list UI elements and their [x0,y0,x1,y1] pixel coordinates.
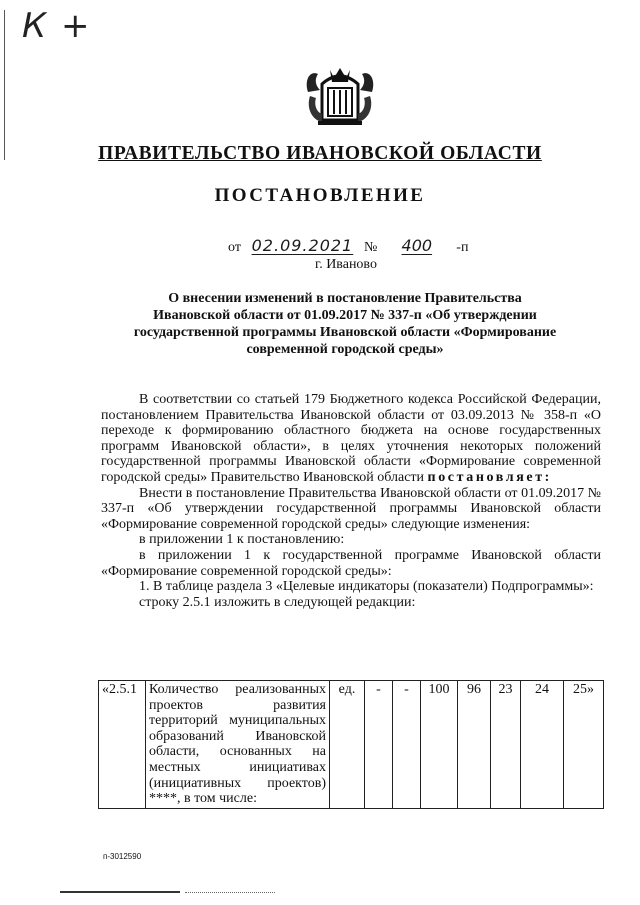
document-date: 02.09.2021 [251,236,354,255]
row-value: 96 [458,681,491,809]
indicator-table [98,680,604,809]
footer-doc-code: п-3012590 [103,852,142,861]
row-code: «2.5.1 [99,681,146,809]
handwritten-annotation: К + [22,6,92,46]
row-description: Количество реализованных проектов развития территорий муниципальных образований Ивановской области, основанных на местных инициативах (инициативных проектов) ****, в том числе: [146,681,330,809]
paragraph-amendment: Внести в постановление Правительства Ивановской области от 01.09.2017 № 337-п «Об утверждении государственной программы Ивановской области «Формирование современной городской среды» следующие изменения: [101,485,601,532]
coat-of-arms-icon [300,62,380,128]
preamble-text: В соответствии со статьей 179 Бюджетного кодекса Российской Федерации, постановлением Правительства Ивановской области от 03.09.2013 № 358-п «О переходе к формированию областного бюджета на основе государственных программ Ивановской области», в целях уточнения некоторых положений государственной программы Ивановской области «Формирование современной городской среды» Правительство Ивановской области [101,392,601,485]
row-value: 24 [521,681,564,809]
paragraph-preamble [101,392,601,486]
document-type: ПОСТАНОВЛЕНИЕ [214,185,426,206]
scan-artifact [185,892,275,893]
paragraph-annex-program: в приложении 1 к государственной программе Ивановской области «Формирование современной городской среды»: [101,547,601,579]
paragraph-row-edit: строку 2.5.1 изложить в следующей редакции: [139,594,416,610]
number-sign: № [363,240,378,255]
subject-line: О внесении изменений в постановление Правительства [168,291,522,306]
government-title: ПРАВИТЕЛЬСТВО ИВАНОВСКОЙ ОБЛАСТИ [98,143,542,164]
document-subject [110,290,580,358]
row-value: - [393,681,421,809]
subject-line: государственной программы Ивановской области «Формирование [133,325,557,340]
subject-line: Ивановской области от 01.09.2017 № 337-п «Об утверждении [153,308,537,323]
row-unit: ед. [330,681,365,809]
row-value: 23 [491,681,521,809]
document-number: 400 [401,236,433,255]
row-value: 25» [564,681,604,809]
paragraph-item-1: 1. В таблице раздела 3 «Целевые индикаторы (показатели) Подпрограммы»: [139,579,594,595]
city: г. Иваново [315,257,377,272]
decree-word: постановляет: [427,469,552,485]
number-suffix: -п [456,240,469,255]
paragraph-annex: в приложении 1 к постановлению: [139,532,345,548]
table-row [99,681,604,809]
scan-artifact [60,891,180,893]
subject-line: современной городской среды» [246,342,444,357]
registration-line [228,236,468,256]
row-value: - [365,681,393,809]
document-body [101,392,601,610]
date-prefix: от [228,240,241,255]
row-value: 100 [421,681,458,809]
scan-edge-line [4,10,5,160]
